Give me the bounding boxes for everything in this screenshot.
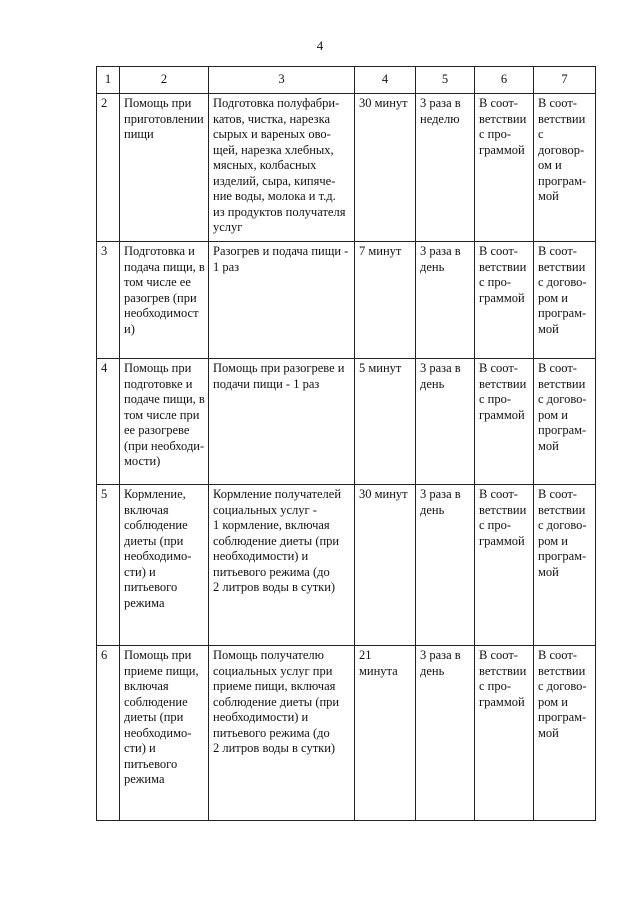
header-cell-7: 7 [534, 67, 596, 94]
service-frequency: 3 раза в неделю [416, 94, 475, 242]
service-frequency: 3 раза в день [416, 242, 475, 359]
header-cell-4: 4 [355, 67, 416, 94]
service-time: 5 минут [355, 359, 416, 485]
header-row [97, 67, 596, 94]
service-description: Помощь при разогреве и подачи пищи - 1 раз [209, 359, 355, 485]
service-frequency: 3 раза в день [416, 485, 475, 646]
row-number: 3 [97, 242, 120, 359]
service-name: Подготовка и подача пищи, в том числе ее разогрев (при необходимост и) [120, 242, 209, 359]
service-conformity: В соот- ветствии с про- граммой [475, 242, 534, 359]
row-number: 5 [97, 485, 120, 646]
service-conformity: В соот- ветствии с про- граммой [475, 646, 534, 821]
page-number: 4 [316, 38, 324, 53]
service-description: Разогрев и подача пищи - 1 раз [209, 242, 355, 359]
service-name: Помощь при подготовке и подаче пищи, в том числе при ее разогреве (при необходи- мости) [120, 359, 209, 485]
service-name: Помощь при приеме пищи, включая соблюдение диеты (при необходимо- сти) и питьевого режима [120, 646, 209, 821]
service-conformity: В соот- ветствии с про- граммой [475, 485, 534, 646]
header-cell-6: 6 [475, 67, 534, 94]
row-number: 2 [97, 94, 120, 242]
service-conditions: В соот- ветствии с договор- ом и програм- мой [534, 94, 596, 242]
service-conditions: В соот- ветствии с догово- ром и програм- мой [534, 485, 596, 646]
services-table [96, 66, 596, 821]
service-name: Кормление, включая соблюдение диеты (при необходимо- сти) и питьевого режима [120, 485, 209, 646]
service-time: 30 минут [355, 94, 416, 242]
table-row [97, 359, 596, 485]
service-time: 21 минута [355, 646, 416, 821]
header-cell-3: 3 [209, 67, 355, 94]
service-time: 7 минут [355, 242, 416, 359]
service-name: Помощь при приготовлении пищи [120, 94, 209, 242]
service-conditions: В соот- ветствии с догово- ром и програм- мой [534, 242, 596, 359]
table-row [97, 485, 596, 646]
header-cell-1: 1 [97, 67, 120, 94]
table-row [97, 242, 596, 359]
service-conditions: В соот- ветствии с догово- ром и програм- мой [534, 359, 596, 485]
service-time: 30 минут [355, 485, 416, 646]
table-row [97, 94, 596, 242]
table-row [97, 646, 596, 821]
service-description: Подготовка полуфабри- катов, чистка, нарезка сырых и вареных ово- щей, нарезка хлебных, мясных, колбасных изделий, сыра, кипяче- ние воды, молока и т.д. из продуктов получателя услуг [209, 94, 355, 242]
service-description: Кормление получателей социальных услуг - 1 кормление, включая соблюдение диеты (при необходимости) и питьевого режима (до 2 литров воды в сутки) [209, 485, 355, 646]
service-frequency: 3 раза в день [416, 646, 475, 821]
service-conformity: В соот- ветствии с про- граммой [475, 94, 534, 242]
header-cell-2: 2 [120, 67, 209, 94]
service-frequency: 3 раза в день [416, 359, 475, 485]
service-conditions: В соот- ветствии с догово- ром и програм- мой [534, 646, 596, 821]
row-number: 4 [97, 359, 120, 485]
row-number: 6 [97, 646, 120, 821]
service-description: Помощь получателю социальных услуг при приеме пищи, включая соблюдение диеты (при необходимости) и питьевого режима (до 2 литров воды в сутки) [209, 646, 355, 821]
header-cell-5: 5 [416, 67, 475, 94]
service-conformity: В соот- ветствии с про- граммой [475, 359, 534, 485]
